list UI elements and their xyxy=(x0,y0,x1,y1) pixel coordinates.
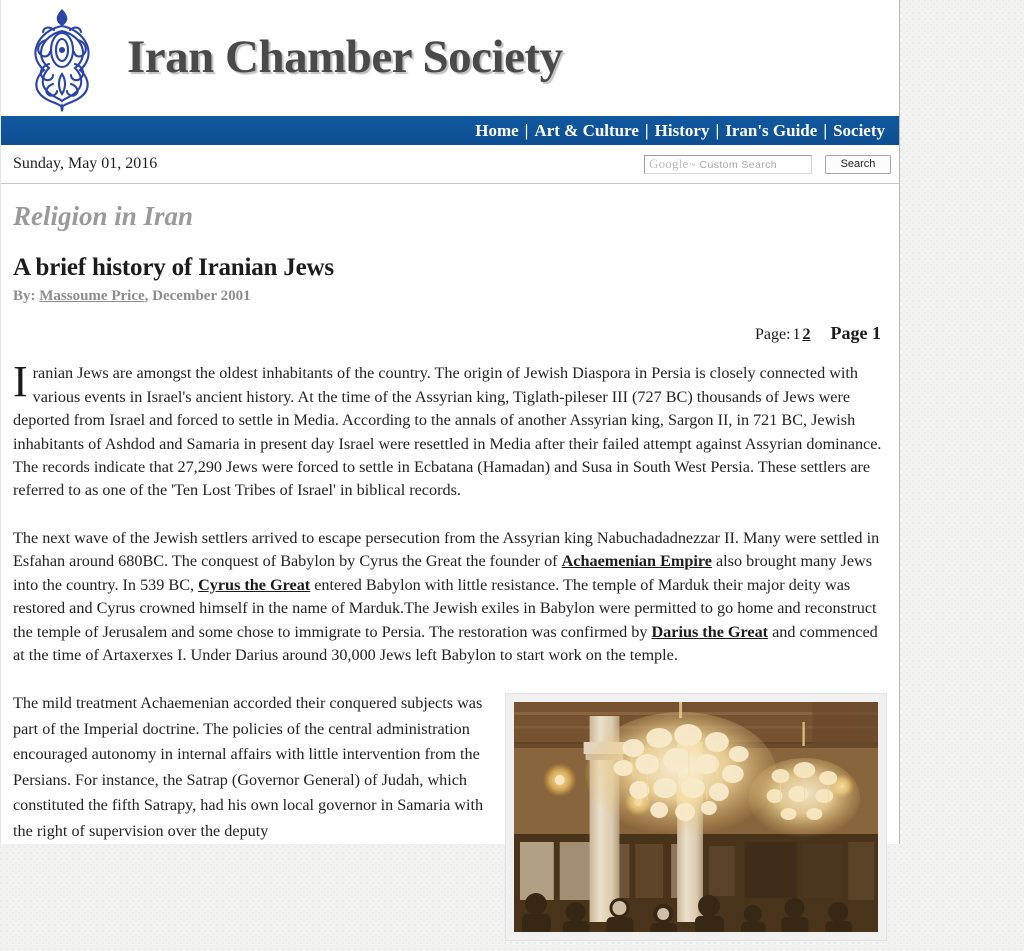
byline-suffix: , December 2001 xyxy=(144,288,251,305)
site-masthead xyxy=(1,0,899,116)
custom-search-label: Custom Search xyxy=(699,159,778,171)
persian-ornament-icon[interactable] xyxy=(13,4,111,112)
utility-strip xyxy=(1,145,899,184)
nav-item-society[interactable]: Society xyxy=(833,120,885,140)
search-input[interactable] xyxy=(644,155,812,174)
pager-page-1: 1 xyxy=(792,326,801,344)
article-byline xyxy=(13,288,887,305)
nav-separator: | xyxy=(644,120,649,140)
author-link[interactable]: Massoume Price xyxy=(39,288,145,305)
link-darius-the-great[interactable]: Darius the Great xyxy=(651,622,769,641)
nav-separator: | xyxy=(524,120,529,140)
paragraph-2 xyxy=(13,527,887,667)
link-cyrus-the-great[interactable]: Cyrus the Great xyxy=(198,575,311,594)
nav-item-art-culture[interactable]: Art & Culture xyxy=(534,120,639,140)
pager-page-2-link[interactable]: 2 xyxy=(802,326,811,344)
paragraph-1: Iranian Jews are amongst the oldest inhabitants of the country. The origin of Jewish Diaspora in Persia is closely connected with various events in Israel's ancient history. At the time of the Assyrian king, Tiglath-pileser III (727 BC) thousands of Jews were deported from Israel and forced to settle in Media. According to the annals of another Assyrian king, Sargon II, in 721 BC, Jewish inhabitants of Ashdod and Samaria in present day Israel were resettled in Media after their failed attempt against Assyrian dominance. The records indicate that 27,290 Jews were forced to settle in Ecbatana (Hamadan) and Susa in South West Persia. These settlers are referred to as one of the 'Ten Lost Tribes of Israel' in biblical records. xyxy=(13,357,882,500)
nav-item-history[interactable]: History xyxy=(654,120,710,140)
search-area xyxy=(644,155,891,174)
text-segment: and commenced at the time of Artaxerxes I. Under Darius around 30,000 Jews left Babylon to start work on the temple. xyxy=(13,622,878,664)
section-title: Religion in Iran xyxy=(13,201,194,231)
nav-list xyxy=(469,121,891,141)
site-title: Iran Chamber Society xyxy=(127,31,563,83)
search-button[interactable]: Search xyxy=(825,155,891,174)
nav-separator: | xyxy=(715,120,720,140)
pagination xyxy=(13,323,881,344)
article-content xyxy=(1,184,899,844)
current-date: Sunday, May 01, 2016 xyxy=(13,155,158,172)
text-segment: The next wave of the Jewish settlers arrived to escape persecution from the Assyrian king Nabuchadadnezzar II. Many were settled in Esfahan around 680BC. The conquest of Babylon by Cyrus the Great the founder of xyxy=(13,528,880,571)
nav-separator: | xyxy=(823,120,828,140)
byline-prefix: By: xyxy=(13,288,36,305)
link-achaemenian-empire[interactable]: Achaemenian Empire xyxy=(561,552,712,571)
trademark-icon: ™ xyxy=(688,163,696,170)
article-figure xyxy=(505,693,887,941)
pager-current-page: Page 1 xyxy=(830,323,881,344)
search-placeholder xyxy=(649,156,777,172)
pager-label: Page: xyxy=(754,326,791,344)
nav-item-home[interactable]: Home xyxy=(475,120,519,140)
main-navigation xyxy=(1,116,899,145)
article-title: A brief history of Iranian Jews xyxy=(13,253,334,281)
text-segment: entered Babylon with little resistance. The temple of Marduk their major deity was restored and Cyrus crowned himself in the name of Marduk.The Jewish exiles in Babylon were permitted to go home and reconstruct the temple of Jerusalem and some chose to immigrate to Persia. The restoration was confirmed by xyxy=(13,575,877,641)
text-segment: also brought many Jews into the country. In 539 BC, xyxy=(13,552,872,594)
google-wordmark: Google xyxy=(649,156,689,171)
paragraph-3: The mild treatment Achaemenian accorded their conquered subjects was part of the Imperial doctrine. The policies of the central administration encouraged autonomy in internal affairs with little intervention from the Persians. For instance, the Satrap (Governor General) of Judah, which constituted the fifth Satrapy, had his own local governor in Samaria with the right of supervision over the deputy xyxy=(13,694,484,840)
synagogue-interior-photo xyxy=(514,702,878,932)
nav-item-irans-guide[interactable]: Iran's Guide xyxy=(725,120,818,140)
